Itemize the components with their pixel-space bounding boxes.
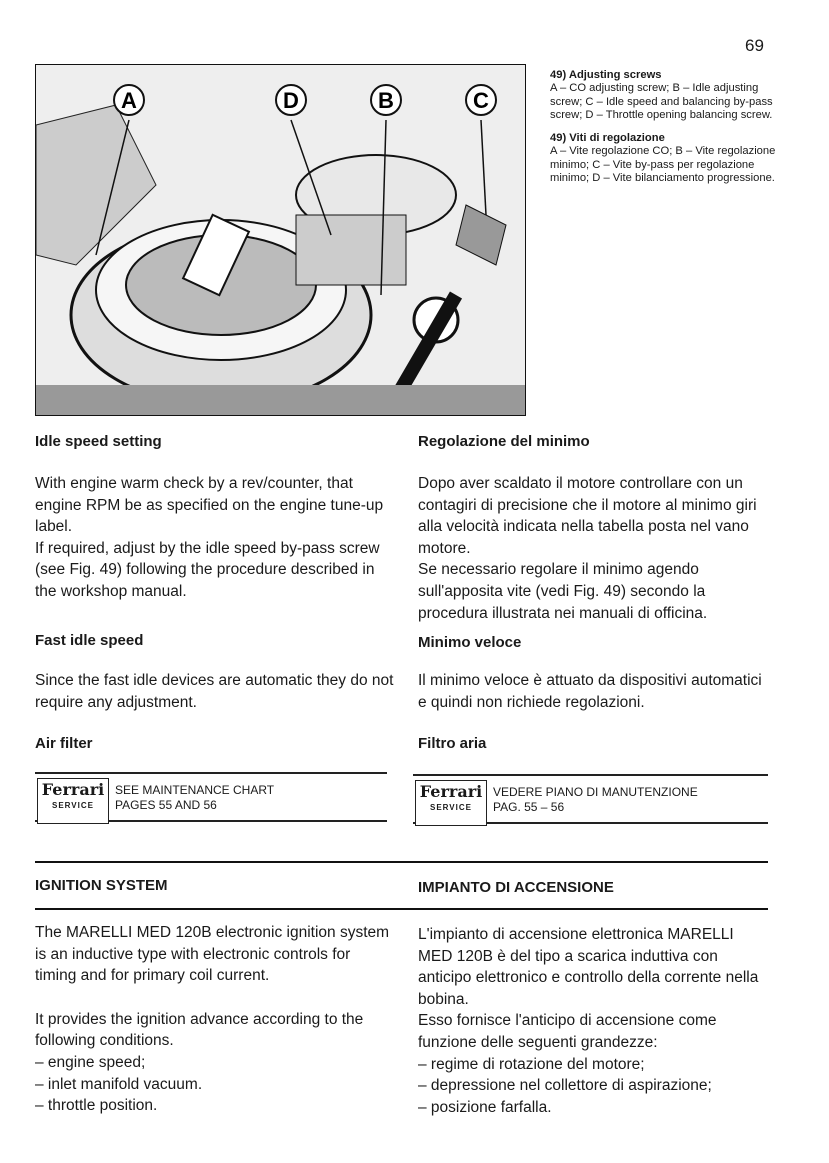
paragraph: Se necessario regolare il minimo agendo sull'apposita vite (vedi Fig. 49) secondo la procedura illustrata nei manuali di officina. xyxy=(418,561,708,622)
section-divider xyxy=(35,861,768,863)
heading-ignition: IGNITION SYSTEM xyxy=(35,877,168,894)
figure-label-a: A xyxy=(121,88,137,113)
heading-idle-speed: Idle speed setting xyxy=(35,433,162,450)
heading-accensione: IMPIANTO DI ACCENSIONE xyxy=(418,879,614,896)
list-item: – regime di rotazione del motore; xyxy=(418,1055,645,1073)
ferrari-service-logo: Ferrari SERVICE xyxy=(37,778,109,824)
paragraph: It provides the ignition advance according to the following conditions. xyxy=(35,1010,364,1050)
list-item: – posizione farfalla. xyxy=(418,1098,552,1116)
paragraph: With engine warm check by a rev/counter, that engine RPM be as specified on the engine tune-up label. xyxy=(35,475,384,536)
paragraph: Dopo aver scaldato il motore controllare con un contagiri di precisione che il motore al minimo giri alla velocità indicata nella tabella posta nel vano motore. xyxy=(418,475,757,557)
figure-caption xyxy=(550,69,780,195)
page-number: 69 xyxy=(745,36,764,55)
heading-fast-idle: Fast idle speed xyxy=(35,632,144,649)
ferrari-service-logo: Ferrari SERVICE xyxy=(415,780,487,826)
ignition-text xyxy=(35,922,395,1117)
engine-figure xyxy=(35,64,526,416)
heading-filtro-aria: Filtro aria xyxy=(418,735,487,752)
carburetor-illustration xyxy=(36,65,525,415)
service-text: VEDERE PIANO DI MANUTENZIONE xyxy=(493,785,698,799)
paragraph: The MARELLI MED 120B electronic ignition system is an inductive type with electronic controls for timing and for primary coil current. xyxy=(35,924,390,985)
figure-label-b: B xyxy=(378,88,394,113)
caption-text-it: A – Vite regolazione CO; B – Vite regolazione minimo; C – Vite by-pass per regolazione minimo; D – Vite bilanciamento progressione. xyxy=(550,145,776,185)
idle-speed-text xyxy=(35,473,395,603)
paragraph: L'impianto di accensione elettronica MARELLI MED 120B è del tipo a scarica induttiva con anticipo elettronico e controllo della corrente nella bobina. xyxy=(418,926,759,1008)
service-text: PAGES 55 AND 56 xyxy=(115,798,217,812)
service-text: SEE MAINTENANCE CHART xyxy=(115,783,275,797)
paragraph: Esso fornisce l'anticipo di accensione come funzione delle seguenti grandezze: xyxy=(418,1012,717,1051)
service-box-en xyxy=(35,772,387,822)
section-divider xyxy=(35,908,768,910)
heading-regolazione-minimo: Regolazione del minimo xyxy=(418,433,590,450)
regolazione-text xyxy=(418,473,772,624)
caption-text-en: A – CO adjusting screw; B – Idle adjusting screw; C – Idle speed and balancing by-pass screw; D – Throttle opening balancing screw. xyxy=(550,82,773,121)
list-item: – engine speed; xyxy=(35,1053,146,1071)
heading-air-filter: Air filter xyxy=(35,735,93,752)
service-box-it xyxy=(413,774,768,824)
accensione-text xyxy=(418,924,772,1118)
list-item: – depressione nel collettore di aspirazione; xyxy=(418,1077,712,1095)
minimo-veloce-text: Il minimo veloce è attuato da dispositivi automatici e quindi non richiede regolazioni. xyxy=(418,672,762,711)
caption-title-it: 49) Viti di regolazione xyxy=(550,132,665,145)
figure-label-c: C xyxy=(473,88,489,113)
list-item: – inlet manifold vacuum. xyxy=(35,1075,203,1093)
list-item: – throttle position. xyxy=(35,1097,158,1115)
heading-minimo-veloce: Minimo veloce xyxy=(418,634,522,651)
caption-title-en: 49) Adjusting screws xyxy=(550,69,662,81)
fast-idle-text: Since the fast idle devices are automatic they do not require any adjustment. xyxy=(35,672,394,711)
paragraph: If required, adjust by the idle speed by-pass screw (see Fig. 49) following the procedure described in the workshop manual. xyxy=(35,539,380,600)
service-text: PAG. 55 – 56 xyxy=(493,800,565,814)
figure-label-d: D xyxy=(283,88,299,113)
